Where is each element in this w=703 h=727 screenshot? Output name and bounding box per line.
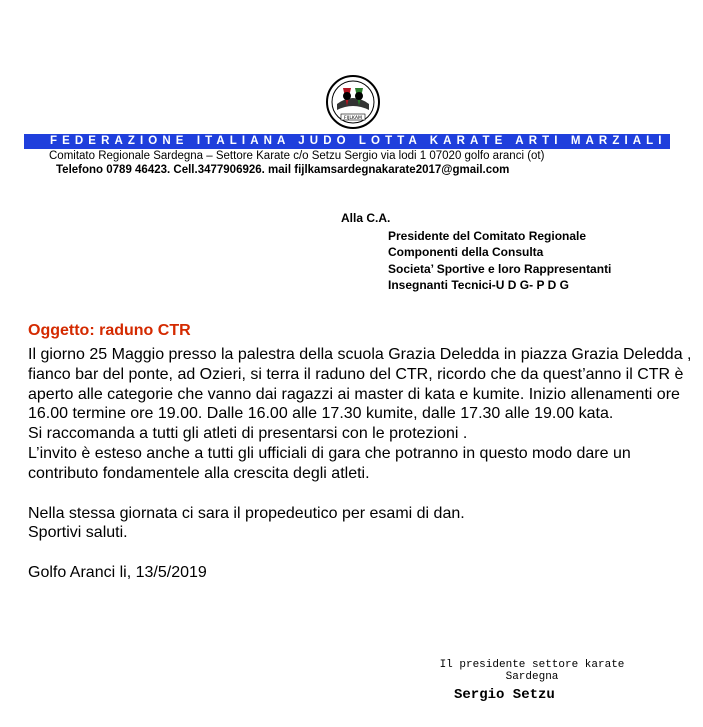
addressee-label: Alla C.A.: [341, 211, 391, 225]
federation-banner: FEDERAZIONE ITALIANA JUDO LOTTA KARATE ARTI MARZIALI: [24, 134, 670, 149]
letter-subject: Oggetto: raduno CTR: [28, 322, 191, 339]
body-paragraph: Si raccomanda a tutti gli atleti di presentarsi con le protezioni .: [28, 425, 468, 443]
body-paragraph: L’invito è esteso anche a tutti gli ufficiali di gara che potranno in questo modo dare un contributo fondamentele alla crescita degli atleti.: [28, 444, 631, 482]
federation-logo: [325, 74, 381, 130]
signature-title-line: Il presidente settore karate: [439, 659, 625, 671]
body-paragraph: Nella stessa giornata ci sara il propedeutico per esami di dan.: [28, 504, 465, 522]
signature-name: Sergio Setzu: [454, 687, 555, 703]
committee-address: Comitato Regionale Sardegna – Settore Karate c/o Setzu Sergio via lodi 1 07020 golfo aranci (ot): [49, 150, 545, 162]
letter-body: [28, 345, 693, 583]
committee-contacts: Telefono 0789 46423. Cell.3477906926. mail fijlkamsardegnakarate2017@gmail.com: [56, 164, 510, 176]
signature-title-line: Sardegna: [505, 671, 559, 683]
recipient-item: Societa’ Sportive e loro Rappresentanti: [388, 261, 612, 276]
recipient-item: Componenti della Consulta: [388, 245, 544, 260]
recipients-list: [388, 228, 611, 293]
place-date: Golfo Aranci li, 13/5/2019: [28, 564, 207, 582]
body-paragraph: Sportivi saluti.: [28, 524, 128, 542]
body-paragraph: Il giorno 25 Maggio presso la palestra della scuola Grazia Deledda in piazza Grazia Deledda , fianco bar del ponte, ad Ozieri, si terra il raduno del CTR, ricordo che da quest’anno il CTR è aperto alle categorie che vanno dai ragazzi ai master di kata e kumite. Inizio allenamenti ore 16.00 termine ore 19.00. Dalle 16.00 alle 17.30 kumite, dalle 17.30 alle 19.00 kata.: [28, 346, 692, 423]
logo-label: FIJLKAM: [344, 116, 362, 121]
recipient-item: Presidente del Comitato Regionale: [388, 229, 587, 243]
recipient-item: Insegnanti Tecnici-U D G- P D G: [388, 277, 569, 292]
signature-title: [420, 659, 644, 683]
